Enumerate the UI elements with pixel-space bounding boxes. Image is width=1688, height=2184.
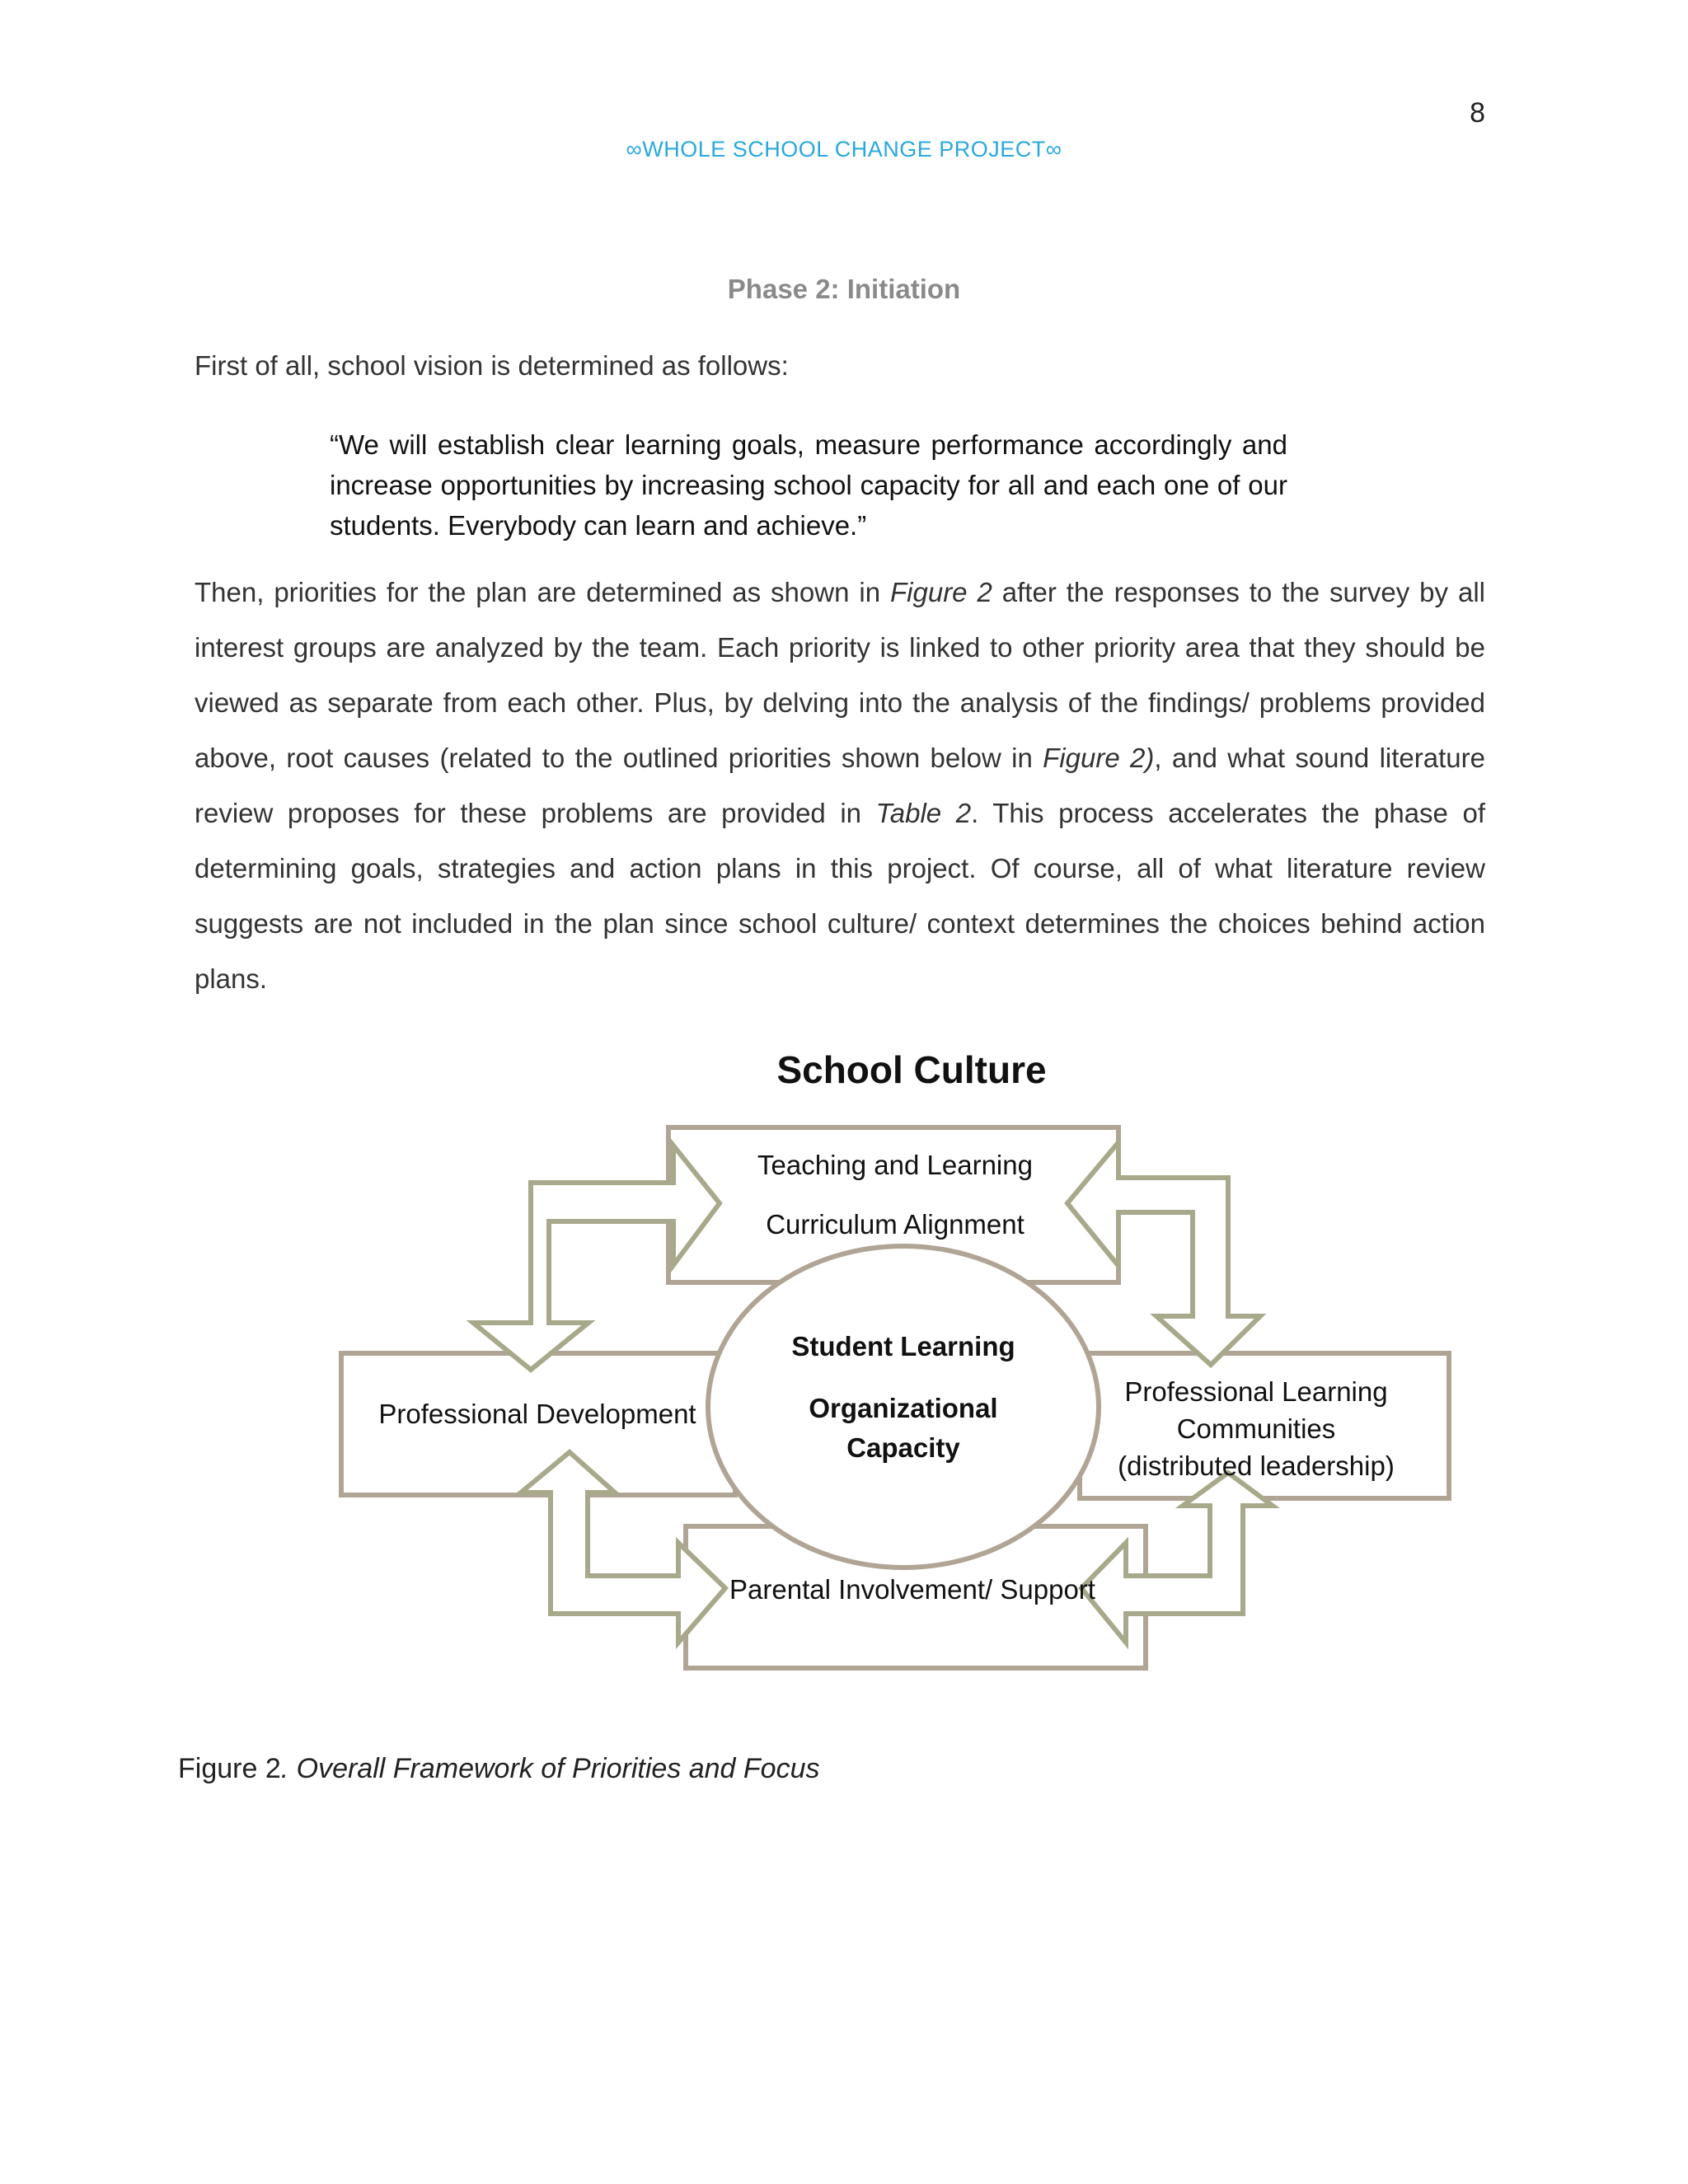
section-heading: Phase 2: Initiation <box>727 274 961 304</box>
right-box-line1: Professional Learning <box>1124 1376 1388 1407</box>
running-header: ∞WHOLE SCHOOL CHANGE PROJECT∞ <box>626 137 1062 162</box>
page-number: 8 <box>1470 97 1485 129</box>
left-box-label: Professional Development <box>378 1399 696 1429</box>
top-box-line2: Curriculum Alignment <box>766 1209 1025 1240</box>
vision-quote: “We will establish clear learning goals, measure performance accordingly and increase opportunities by increasing school capacity for all and each one of our students. Everybody can learn and achieve.” <box>330 429 1287 541</box>
right-box-line2: Communities <box>1176 1413 1336 1444</box>
right-box-line3: (distributed leadership) <box>1118 1451 1395 1481</box>
caption-title: . Overall Framework of Priorities and Focus <box>280 1753 820 1784</box>
diagram-title: School Culture <box>776 1048 1047 1091</box>
paragraph-text: Then, priorities for the plan are determined as shown in <box>195 577 890 607</box>
paragraph-text: , and what sound literature review proposes for these problems are provided in <box>195 743 1485 828</box>
intro-text: First of all, school vision is determined as follows: <box>195 350 789 381</box>
center-line3: Capacity <box>846 1432 960 1463</box>
figure-reference: Figure 2) <box>1043 743 1155 773</box>
caption-prefix: Figure 2 <box>178 1753 281 1784</box>
framework-diagram <box>330 1043 1467 1694</box>
center-line2: Organizational <box>809 1393 998 1423</box>
paragraph-text: after the responses to the survey by all interest groups are analyzed by the team. Each priority is linked to other priority area that they should be viewed as separate from each other. Plus, by delving into the analysis of the findings/ problems provided above, root causes (related to the outlined priorities shown below in <box>195 577 1485 773</box>
center-line1: Student Learning <box>791 1331 1015 1361</box>
paragraph-text: . This process accelerates the phase of determining goals, strategies and action plans in this project. Of course, all of what literature review suggests are not included in the plan since school culture/ context determines the choices behind action plans. <box>195 798 1486 994</box>
top-box-line1: Teaching and Learning <box>757 1150 1033 1180</box>
figure-reference: Figure 2 <box>890 577 992 607</box>
table-reference: Table 2 <box>875 798 972 828</box>
body-paragraph <box>195 565 1485 1006</box>
bottom-box-label: Parental Involvement/ Support <box>729 1574 1095 1605</box>
figure-caption <box>178 1753 820 1785</box>
